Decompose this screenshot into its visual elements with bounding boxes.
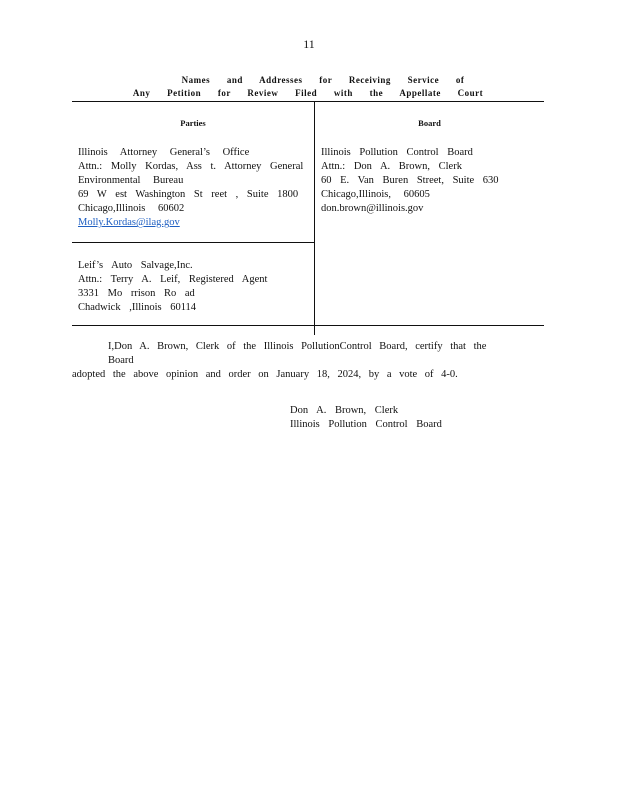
heading-line-1: Names and Addresses for Receiving Service of — [181, 75, 465, 85]
address-line: Attn.: Molly Kordas, Ass t. Attorney General — [78, 161, 304, 172]
address-line: Environmental Bureau — [78, 175, 184, 186]
address-line: 3331 Mo rrison Ro ad — [78, 288, 195, 299]
address-line: Chicago,Illinois, 60605 — [321, 189, 430, 200]
service-table — [72, 101, 544, 335]
address-line: Illinois Attorney General’s Office — [78, 147, 250, 158]
address-line: Attn.: Don A. Brown, Clerk — [321, 161, 462, 172]
heading-line-2: Any Petition for Review Filed with the Appellate Court — [132, 88, 484, 98]
address-line: Leif’s Auto Salvage,Inc. — [78, 260, 193, 271]
signature-block — [290, 404, 442, 432]
address-line: 60 E. Van Buren Street, Suite 630 — [321, 175, 499, 186]
certification-line-2: adopted the above opinion and order on January 18, 2024, by a vote of 4-0. — [72, 369, 458, 380]
table-bottom-rule — [72, 325, 544, 326]
signature-name: Don A. Brown, Clerk — [290, 405, 399, 416]
board-column-header: Board — [418, 118, 441, 128]
signature-org: Illinois Pollution Control Board — [290, 419, 442, 430]
address-line: Chadwick ,Illinois 60114 — [78, 302, 197, 313]
certification-paragraph — [72, 340, 508, 382]
page-number: 11 — [303, 37, 315, 51]
service-heading — [72, 74, 544, 100]
board-contact — [315, 142, 545, 335]
table-top-rule — [72, 101, 544, 102]
address-line: 69 W est Washington St reet , Suite 1800 — [78, 189, 299, 200]
board-email: don.brown@illinois.gov — [321, 203, 424, 214]
email-link[interactable]: Molly.Kordas@ilag.gov — [78, 217, 180, 228]
certification-line-1: I,Don A. Brown, Clerk of the Illinois PollutionControl Board, certify that the Board — [108, 341, 487, 366]
parties-column-header: Parties — [72, 101, 315, 142]
address-line: Chicago,Illinois 60602 — [78, 203, 185, 214]
party-leifs-auto-salvage — [72, 243, 315, 336]
address-line: Attn.: Terry A. Leif, Registered Agent — [78, 274, 268, 285]
address-line: Illinois Pollution Control Board — [321, 147, 473, 158]
party-attorney-general — [72, 142, 315, 243]
